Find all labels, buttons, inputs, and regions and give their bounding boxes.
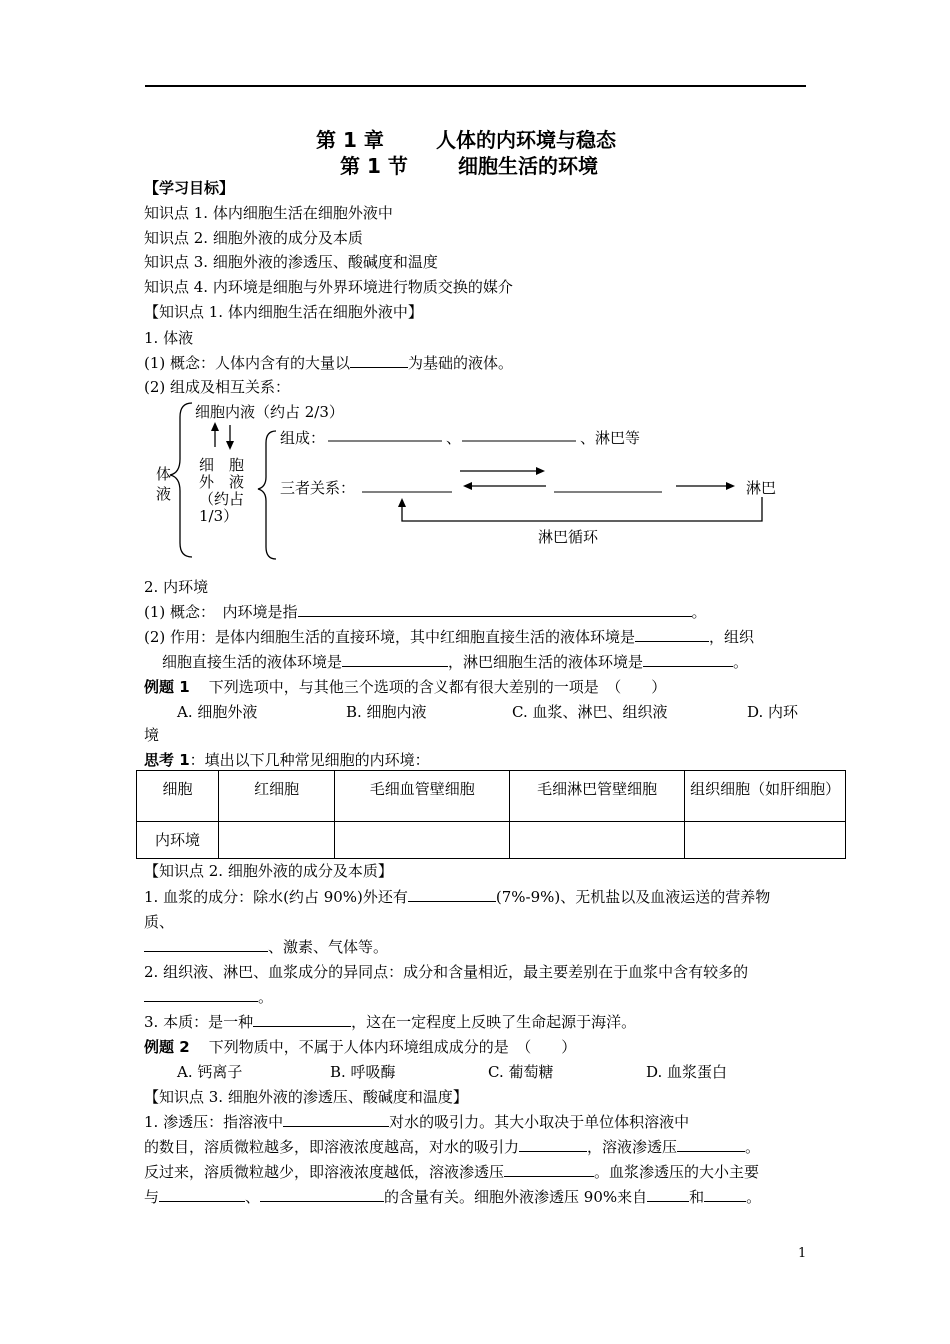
kp3-text: 1. 渗透压：指溶液中 bbox=[144, 1113, 284, 1131]
fill-blank[interactable] bbox=[260, 1187, 384, 1202]
fill-blank[interactable] bbox=[253, 1012, 351, 1027]
example1-label: 例题 1 bbox=[144, 678, 190, 696]
objective-item: 知识点 1. 体内细胞生活在细胞外液中 bbox=[144, 204, 393, 222]
table-header-cell: 红细胞 bbox=[218, 771, 334, 822]
concept-text-end: 为基础的液体。 bbox=[408, 354, 514, 372]
example1-option[interactable]: C. 血浆、淋巴、组织液 bbox=[512, 703, 668, 721]
fill-blank[interactable] bbox=[647, 1187, 689, 1202]
composition-heading: (2) 组成及相互关系： bbox=[144, 378, 291, 396]
body-fluid-label: 液 bbox=[156, 485, 172, 503]
example2-option[interactable]: C. 葡萄糖 bbox=[488, 1063, 554, 1081]
kp3-text: 反过来，溶质微粒越少，即溶液浓度越低，溶液渗透压 bbox=[144, 1163, 505, 1181]
fill-blank[interactable] bbox=[677, 1137, 745, 1152]
table-header-row bbox=[137, 771, 846, 822]
table-header-cell: 细胞 bbox=[137, 771, 219, 822]
example1-option-wrap: 境 bbox=[144, 726, 160, 744]
kp2-line: 2. 组织液、淋巴、血浆成分的异同点：成分和含量相近，最主要差别在于血浆中含有较多的 bbox=[144, 963, 749, 981]
example2 bbox=[144, 1036, 576, 1057]
role-text: (2) 作用：是体内细胞生活的直接环境，其中红细胞直接生活的液体环境是 bbox=[144, 628, 636, 646]
table-header-cell: 毛细血管壁细胞 bbox=[335, 771, 510, 822]
kp3-text: 、 bbox=[245, 1188, 261, 1206]
fill-blank[interactable] bbox=[342, 652, 448, 667]
role-text: 。 bbox=[733, 653, 749, 671]
extracellular-label: 1/3） bbox=[199, 507, 239, 525]
left-arrow-head bbox=[463, 482, 472, 490]
fill-blank[interactable] bbox=[159, 1187, 245, 1202]
example2-option[interactable]: B. 呼吸酶 bbox=[330, 1063, 396, 1081]
inner-brace bbox=[258, 431, 276, 559]
internal-env-role-cont bbox=[162, 651, 748, 672]
kp2-line bbox=[144, 936, 388, 957]
kp3-line bbox=[144, 1136, 760, 1157]
kp2-text: (7%-9%)、无机盐以及血液运送的营养物 bbox=[495, 888, 771, 906]
kp3-text: 的数目，溶质微粒越多，即溶液浓度越高，对水的吸引力 bbox=[144, 1138, 520, 1156]
relation-label: 三者关系： bbox=[280, 479, 356, 497]
kp3-line bbox=[144, 1111, 689, 1132]
body-fluid-heading: 1. 体液 bbox=[144, 329, 194, 347]
think1-label: 思考 1 bbox=[144, 751, 190, 769]
kp1-heading: 【知识点 1. 体内细胞生活在细胞外液中】 bbox=[144, 303, 423, 321]
table-header-cell: 毛细淋巴管壁细胞 bbox=[510, 771, 685, 822]
lymph-circulation-label: 淋巴循环 bbox=[538, 528, 599, 546]
loop-arrow-head bbox=[398, 498, 406, 507]
table-cell[interactable] bbox=[335, 822, 510, 859]
example2-option[interactable]: A. 钙离子 bbox=[177, 1063, 243, 1081]
internal-env-concept bbox=[144, 601, 707, 622]
kp2-text: 。 bbox=[258, 988, 274, 1006]
example1-option[interactable]: D. 内环 bbox=[747, 703, 799, 721]
role-text: 细胞直接生活的液体环境是 bbox=[162, 653, 343, 671]
extracellular-label: （约占 bbox=[199, 490, 245, 508]
fill-blank[interactable] bbox=[283, 1112, 389, 1127]
fill-blank[interactable] bbox=[504, 1162, 594, 1177]
extracellular-label: 外 液 bbox=[199, 473, 245, 491]
kp3-line bbox=[144, 1161, 759, 1182]
outer-brace bbox=[170, 403, 192, 557]
fill-blank[interactable] bbox=[408, 887, 496, 902]
kp3-heading: 【知识点 3. 细胞外液的渗透压、酸碱度和温度】 bbox=[144, 1088, 468, 1106]
env-concept-text: (1) 概念： 内环境是指 bbox=[144, 603, 298, 621]
lymph-loop bbox=[402, 497, 762, 521]
fill-blank[interactable] bbox=[643, 652, 733, 667]
example1 bbox=[144, 676, 666, 697]
fill-blank[interactable] bbox=[144, 937, 268, 952]
fill-blank[interactable] bbox=[298, 602, 692, 617]
objective-item: 知识点 2. 细胞外液的成分及本质 bbox=[144, 229, 363, 247]
right-arrow-head bbox=[726, 482, 735, 490]
kp3-text: 对水的吸引力。其大小取决于单位体积溶液中 bbox=[389, 1113, 690, 1131]
kp2-text: 、激素、气体等。 bbox=[268, 938, 389, 956]
table-cell[interactable] bbox=[218, 822, 334, 859]
down-arrow-head bbox=[226, 441, 234, 450]
role-text: ，淋巴细胞生活的液体环境是 bbox=[448, 653, 644, 671]
table-row bbox=[137, 822, 846, 859]
kp2-line bbox=[144, 886, 770, 907]
example1-question: 下列选项中，与其他三个选项的含义都有很大差别的一项是 （ ） bbox=[208, 678, 667, 696]
composition-label: 组成： bbox=[280, 429, 326, 447]
kp3-text: 。 bbox=[745, 1138, 761, 1156]
kp2-line: 质、 bbox=[144, 913, 175, 931]
kp2-text: 1. 血浆的成分：除水(约占 90%)外还有 bbox=[144, 888, 408, 906]
kp3-text: 。血浆渗透压的大小主要 bbox=[594, 1163, 760, 1181]
table-cell[interactable] bbox=[685, 822, 846, 859]
table-cell[interactable] bbox=[510, 822, 685, 859]
fill-blank[interactable] bbox=[635, 627, 709, 642]
body-fluid-concept bbox=[144, 352, 513, 373]
chapter-number: 第 1 章 bbox=[316, 128, 384, 152]
right-arrow-head bbox=[536, 467, 545, 475]
internal-env-heading: 2. 内环境 bbox=[144, 578, 209, 596]
composition-separator: 、 bbox=[446, 429, 462, 447]
chapter-title: 人体的内环境与稳态 bbox=[436, 128, 616, 152]
intracellular-fluid: 细胞内液（约占 2/3） bbox=[195, 403, 344, 421]
environment-table bbox=[136, 770, 846, 859]
kp2-heading: 【知识点 2. 细胞外液的成分及本质】 bbox=[144, 862, 393, 880]
think1 bbox=[144, 749, 430, 770]
fill-blank[interactable] bbox=[144, 987, 258, 1002]
example2-label: 例题 2 bbox=[144, 1038, 190, 1056]
section-title: 细胞生活的环境 bbox=[458, 154, 598, 178]
role-text: ，组织 bbox=[709, 628, 755, 646]
kp3-text: 的含量有关。细胞外液渗透压 90%来自 bbox=[384, 1188, 648, 1206]
kp3-text: 与 bbox=[144, 1188, 160, 1206]
fill-blank[interactable] bbox=[704, 1187, 746, 1202]
internal-env-role bbox=[144, 626, 754, 647]
body-fluid-label: 体 bbox=[156, 465, 172, 483]
kp2-line bbox=[144, 986, 273, 1007]
composition-end: 、淋巴等 bbox=[580, 429, 641, 447]
kp3-text: 和 bbox=[689, 1188, 705, 1206]
kp3-line bbox=[144, 1186, 761, 1207]
header-rule bbox=[145, 85, 806, 87]
kp2-text: ，这在一定程度上反映了生命起源于海洋。 bbox=[351, 1013, 637, 1031]
example1-option[interactable]: A. 细胞外液 bbox=[177, 703, 258, 721]
extracellular-label: 细 胞 bbox=[199, 456, 245, 474]
objectives-heading: 【学习目标】 bbox=[144, 179, 235, 197]
kp3-text: ，溶液渗透压 bbox=[587, 1138, 678, 1156]
example2-option[interactable]: D. 血浆蛋白 bbox=[646, 1063, 728, 1081]
page-number: 1 bbox=[798, 1246, 807, 1261]
lymph-label: 淋巴 bbox=[746, 479, 777, 497]
fill-blank[interactable] bbox=[519, 1137, 587, 1152]
example1-option[interactable]: B. 细胞内液 bbox=[346, 703, 427, 721]
objective-item: 知识点 4. 内环境是细胞与外界环境进行物质交换的媒介 bbox=[144, 278, 513, 296]
table-header-cell: 组织细胞（如肝细胞） bbox=[685, 771, 846, 822]
env-concept-end: 。 bbox=[691, 603, 707, 621]
section-number: 第 1 节 bbox=[340, 154, 408, 178]
up-arrow-head bbox=[211, 422, 219, 431]
concept-text: (1) 概念：人体内含有的大量以 bbox=[144, 354, 351, 372]
objective-item: 知识点 3. 细胞外液的渗透压、酸碱度和温度 bbox=[144, 253, 438, 271]
kp3-text: 。 bbox=[746, 1188, 762, 1206]
kp2-line bbox=[144, 1011, 636, 1032]
table-row-label: 内环境 bbox=[137, 822, 219, 859]
example2-question: 下列物质中，不属于人体内环境组成成分的是 （ ） bbox=[208, 1038, 577, 1056]
think1-text: ：填出以下几种常见细胞的内环境： bbox=[189, 751, 430, 769]
fill-blank[interactable] bbox=[350, 353, 408, 368]
kp2-text: 3. 本质：是一种 bbox=[144, 1013, 254, 1031]
